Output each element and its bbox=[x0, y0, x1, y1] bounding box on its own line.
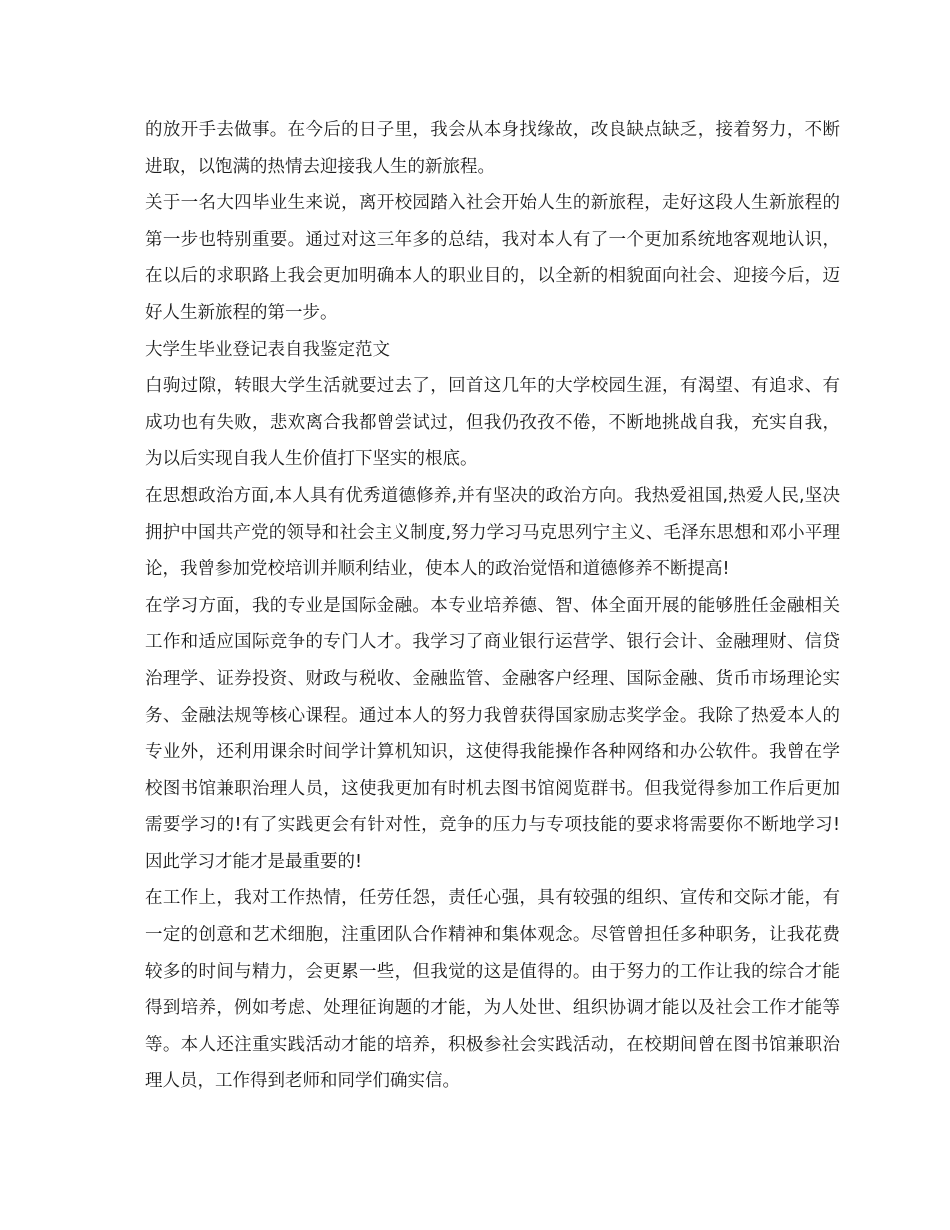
paragraph-work: 在工作上，我对工作热情，任劳任怨，责任心强，具有较强的组织、宣传和交际才能，有一定的创意和艺术细胞，注重团队合作精神和集体观念。尽管曾担任多种职务，让我花费较多的时间与精力，会更累一些，但我觉的这是值得的。由于努力的工作让我的综合才能得到培养，例如考虑、处理征询题的才能，为人处世、组织协调才能以及社会工作才能等等。本人还注重实践活动才能的培养，积极参社会实践活动，在校期间曾在图书馆兼职治理人员，工作得到老师和同学们确实信。 bbox=[145, 888, 840, 1092]
paragraph-new-journey: 关于一名大四毕业生来说，离开校园踏入社会开始人生的新旅程，走好这段人生新旅程的第一步也特别重要。通过对这三年多的总结，我对本人有了一个更加系统地客观地认识，在以后的求职路上我会更加明确本人的职业目的，以全新的相貌面向社会、迎接今后，迈好人生新旅程的第一步。 bbox=[145, 193, 840, 323]
paragraph-continuation: 的放开手去做事。在今后的日子里，我会从本身找缘故，改良缺点缺乏，接着努力，不断进取，以饱满的热情去迎接我人生的新旅程。 bbox=[145, 120, 840, 177]
paragraph-intro: 白驹过隙，转眼大学生活就要过去了，回首这几年的大学校园生涯，有渴望、有追求、有成功也有失败，悲欢离合我都曾尝试过，但我仍孜孜不倦，不断地挑战自我，充实自我，为以后实现自我人生价值打下坚实的根底。 bbox=[145, 376, 840, 470]
section-heading: 大学生毕业登记表自我鉴定范文 bbox=[145, 339, 390, 360]
paragraph-study: 在学习方面，我的专业是国际金融。本专业培养德、智、体全面开展的能够胜任金融相关工作和适应国际竞争的专门人才。我学习了商业银行运营学、银行会计、金融理财、信贷治理学、证券投资、财政与税收、金融监管、金融客户经理、国际金融、货币市场理论实务、金融法规等核心课程。通过本人的努力我曾获得国家励志奖学金。我除了热爱本人的专业外，还利用课余时间学计算机知识，这使得我能操作各种网络和办公软件。我曾在学校图书馆兼职治理人员，这使我更加有时机去图书馆阅览群书。但我觉得参加工作后更加需要学习的!有了实践更会有针对性，竞争的压力与专项技能的要求将需要你不断地学习!因此学习才能才是最重要的! bbox=[145, 595, 840, 872]
paragraph-politics: 在思想政治方面,本人具有优秀道德修养,并有坚决的政治方向。我热爱祖国,热爱人民,坚决拥护中国共产党的领导和社会主义制度,努力学习马克思列宁主义、毛泽东思想和邓小平理论，我曾参加党校培训并顺利结业，使本人的政治觉悟和道德修养不断提高! bbox=[145, 485, 840, 580]
document-body bbox=[145, 112, 840, 1100]
